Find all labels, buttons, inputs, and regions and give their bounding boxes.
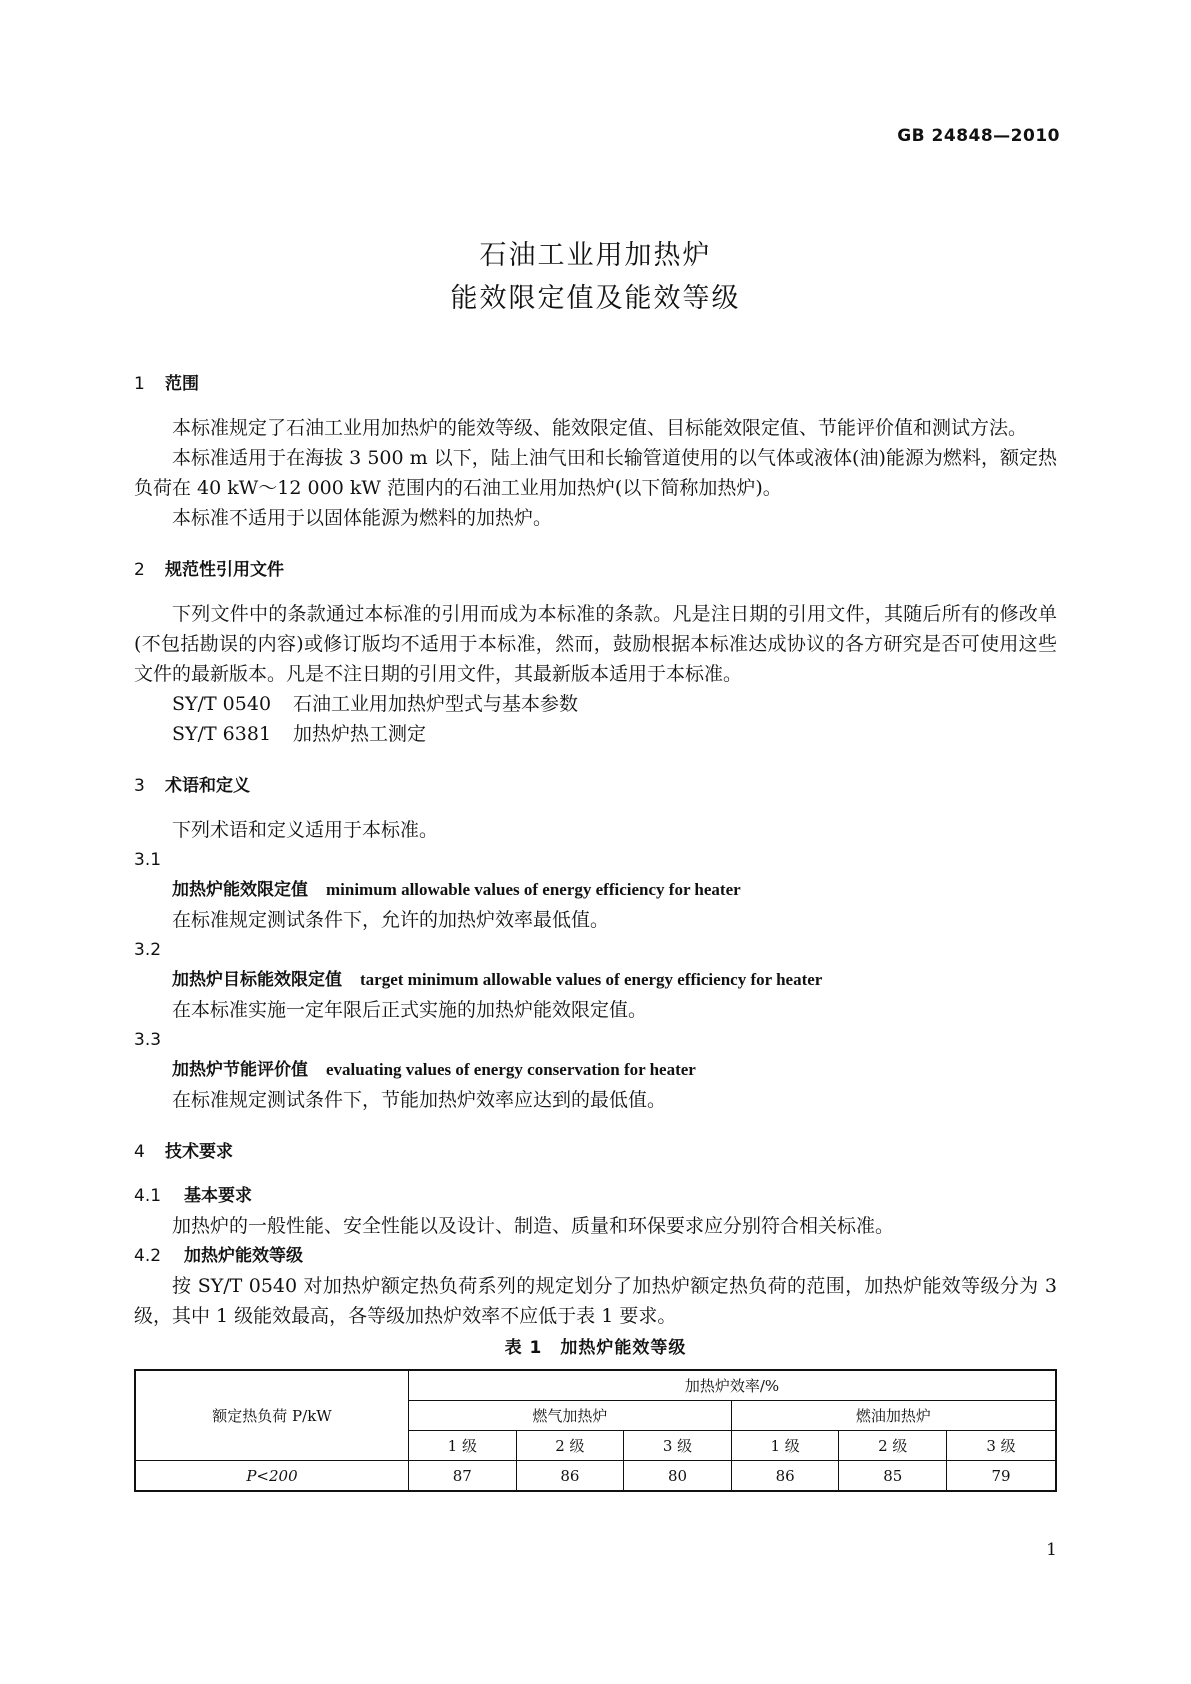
cell-value: 80 <box>624 1461 732 1492</box>
header-gas-heater: 燃气加热炉 <box>409 1401 732 1431</box>
paragraph: 本标准规定了石油工业用加热炉的能效等级、能效限定值、目标能效限定值、节能评价值和测试方法。 <box>172 417 1028 439</box>
cell-value: 79 <box>947 1461 1056 1492</box>
section-title: 术语和定义 <box>165 776 250 796</box>
term-zh: 加热炉目标能效限定值 <box>172 970 342 990</box>
paragraph: 下列文件中的条款通过本标准的引用而成为本标准的条款。凡是注日期的引用文件，其随后所有的修改单(不包括勘误的内容)或修订版均不适用于本标准，然而，鼓励根据本标准达成协议的各方研究是否可使用这些文件的最新版本。凡是不注日期的引用文件，其最新版本适用于本标准。 <box>134 603 1057 685</box>
cell-load: P<200 <box>135 1461 409 1492</box>
section-number: 3 <box>134 776 145 796</box>
section-4-heading <box>134 1137 1057 1167</box>
section-number: 4 <box>134 1142 145 1162</box>
table-caption: 表 1 加热炉能效等级 <box>504 1338 687 1358</box>
doc-title-line2: 能效限定值及能效等级 <box>450 283 741 314</box>
reference-item <box>134 719 1057 749</box>
header-rated-load: 额定热负荷 P/kW <box>135 1370 409 1461</box>
reference-code: SY/T 6381 <box>172 723 272 745</box>
header-oil-heater: 燃油加热炉 <box>731 1401 1056 1431</box>
section-1-heading <box>134 369 1057 399</box>
term-en: evaluating values of energy conservation for heater <box>326 1060 696 1079</box>
paragraph: 本标准适用于在海拔 3 500 m 以下，陆上油气田和长输管道使用的以气体或液体(油)能源为燃料，额定热负荷在 40 kW～12 000 kW 范围内的石油工业用加热炉(以下简称加热炉)。 <box>134 447 1057 499</box>
term-definition: 在标准规定测试条件下，节能加热炉效率应达到的最低值。 <box>172 1089 667 1111</box>
term-zh: 加热炉能效限定值 <box>172 880 308 900</box>
reference-name: 石油工业用加热炉型式与基本参数 <box>293 693 579 715</box>
header-grade: 3 级 <box>947 1431 1056 1461</box>
term-en: minimum allowable values of energy efficiency for heater <box>326 880 741 899</box>
doc-title-line1: 石油工业用加热炉 <box>479 240 712 271</box>
section-title: 加热炉能效等级 <box>184 1246 303 1266</box>
reference-code: SY/T 0540 <box>172 693 272 715</box>
table-header-row <box>135 1370 1056 1401</box>
header-grade: 1 级 <box>731 1431 839 1461</box>
reference-name: 加热炉热工测定 <box>293 723 427 745</box>
section-4-2-heading <box>134 1241 1057 1271</box>
header-grade: 1 级 <box>409 1431 517 1461</box>
term-number: 3.3 <box>134 1030 162 1050</box>
header-grade: 3 级 <box>624 1431 732 1461</box>
efficiency-grade-table <box>134 1369 1057 1492</box>
section-number: 4.2 <box>134 1246 162 1266</box>
section-2-heading <box>134 555 1057 585</box>
standard-code: GB 24848—2010 <box>897 126 1060 146</box>
term-definition: 在标准规定测试条件下，允许的加热炉效率最低值。 <box>172 909 610 931</box>
header-grade: 2 级 <box>516 1431 624 1461</box>
section-title: 基本要求 <box>184 1186 252 1206</box>
section-title: 技术要求 <box>165 1142 233 1162</box>
section-title: 规范性引用文件 <box>165 560 284 580</box>
section-3-heading <box>134 771 1057 801</box>
section-title: 范围 <box>165 374 199 394</box>
cell-value: 86 <box>731 1461 839 1492</box>
page-number: 1 <box>1046 1540 1057 1560</box>
term-entry <box>134 875 1057 905</box>
term-entry <box>134 965 1057 995</box>
cell-value: 86 <box>516 1461 624 1492</box>
paragraph: 本标准不适用于以固体能源为燃料的加热炉。 <box>172 507 553 529</box>
paragraph: 下列术语和定义适用于本标准。 <box>172 819 439 841</box>
table-row <box>135 1461 1056 1492</box>
section-number: 2 <box>134 560 145 580</box>
term-number: 3.1 <box>134 850 162 870</box>
section-number: 1 <box>134 374 145 394</box>
section-4-1-heading <box>134 1181 1057 1211</box>
paragraph: 加热炉的一般性能、安全性能以及设计、制造、质量和环保要求应分别符合相关标准。 <box>172 1215 895 1237</box>
header-efficiency: 加热炉效率/% <box>409 1370 1057 1401</box>
section-number: 4.1 <box>134 1186 162 1206</box>
paragraph: 按 SY/T 0540 对加热炉额定热负荷系列的规定划分了加热炉额定热负荷的范围，加热炉能效等级分为 3 级，其中 1 级能效最高，各等级加热炉效率不应低于表 1 要求。 <box>134 1275 1057 1327</box>
document-body <box>134 369 1057 1492</box>
header-grade: 2 级 <box>839 1431 947 1461</box>
term-zh: 加热炉节能评价值 <box>172 1060 308 1080</box>
reference-item <box>134 689 1057 719</box>
term-en: target minimum allowable values of energy efficiency for heater <box>360 970 823 989</box>
term-definition: 在本标准实施一定年限后正式实施的加热炉能效限定值。 <box>172 999 648 1021</box>
cell-value: 87 <box>409 1461 517 1492</box>
term-entry <box>134 1055 1057 1085</box>
cell-value: 85 <box>839 1461 947 1492</box>
term-number: 3.2 <box>134 940 162 960</box>
